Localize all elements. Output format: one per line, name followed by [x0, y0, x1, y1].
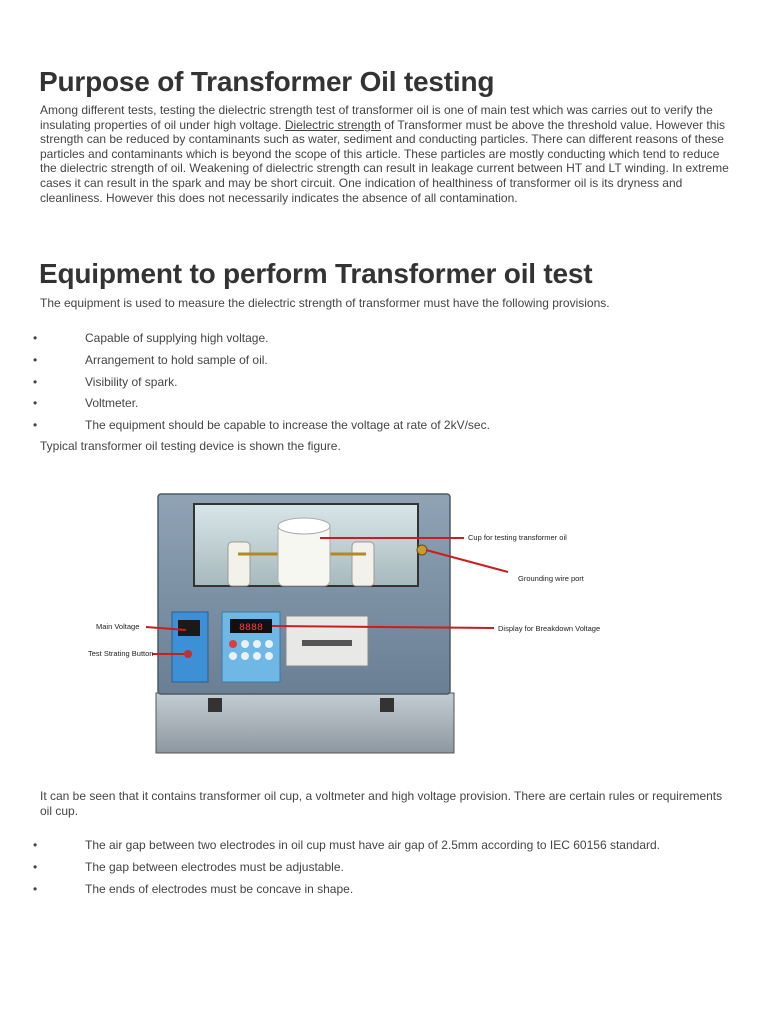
keypad-button — [229, 640, 237, 648]
list-item: • Capable of supplying high voltage. — [33, 331, 269, 345]
list-item: • The air gap between two electrodes in oil cup must have air gap of 2.5mm according to IEC 60156 standard. — [33, 838, 660, 852]
test-start-button — [184, 650, 192, 658]
section-title-equipment: Equipment to perform Transformer oil test — [39, 258, 593, 289]
label-test-button: Test Strating Button — [88, 649, 154, 658]
bullet-icon: • — [33, 374, 38, 389]
display-readout: 8888 — [238, 623, 264, 634]
label-grounding: Grounding wire port — [518, 574, 584, 583]
keypad-button — [265, 652, 273, 660]
label-main-voltage: Main Voltage — [96, 622, 140, 631]
oil-cup-requirements-list — [0, 838, 740, 903]
label-display: Display for Breakdown Voltage — [498, 624, 601, 633]
equipment-intro: The equipment is used to measure the dielectric strength of transformer must have the following provisions. — [40, 296, 610, 310]
figure-caption: Typical transformer oil testing device is shown the figure. — [40, 439, 341, 453]
electrode-right — [352, 542, 374, 586]
list-item: • Voltmeter. — [33, 396, 139, 411]
printer-slot — [302, 640, 352, 646]
keypad-button — [253, 640, 261, 648]
purpose-paragraph — [40, 103, 730, 205]
device-base — [156, 693, 454, 753]
keypad-button — [265, 640, 273, 648]
equipment-provisions-list — [0, 331, 740, 440]
oil-tester-figure — [88, 488, 688, 760]
bullet-icon: • — [33, 838, 38, 852]
list-item: • Visibility of spark. — [33, 374, 178, 389]
bullet-icon: • — [33, 352, 38, 367]
keypad-button — [241, 652, 249, 660]
list-item: • The equipment should be capable to increase the voltage at rate of 2kV/sec. — [33, 418, 490, 433]
grounding-port — [417, 545, 427, 555]
keypad-button — [241, 640, 249, 648]
bullet-icon: • — [33, 881, 38, 896]
list-item: • The ends of electrodes must be concave in shape. — [33, 881, 354, 896]
dielectric-strength-link[interactable]: Dielectric strength — [284, 117, 381, 132]
power-socket — [178, 620, 200, 636]
bullet-icon: • — [33, 859, 38, 874]
latch-left — [208, 698, 222, 712]
purpose-text-2: of Transformer must be above the threshold value. However this strength can be reduced by contaminants such as water, sediment and conducting particles. There can different reasons of these particles and contaminants which is beyond the scope of this article. These particles are mostly conducting which tend to reduce the dielectric strength of oil. Weakening of dielectric strength can result in leakage current between HT and LT winding. In extreme cases it can result in the spark and may be short circuit. One indication of healthiness of transformer oil is its dryness and cleanliness. However this does not necessarily indicates the absence of all contamination. — [40, 117, 729, 205]
bullet-icon: • — [33, 396, 38, 411]
list-item: • Arrangement to hold sample of oil. — [33, 352, 268, 367]
keypad-button — [253, 652, 261, 660]
oil-cup-paragraph: It can be seen that it contains transformer oil cup, a voltmeter and high voltage provision. There are certain rules or requirements oil cup. — [40, 789, 723, 818]
purpose-text-1: Among different tests, testing the dielectric strength test of transformer oil is one of main test which was carries out to verify the insulating properties of oil under high voltage. — [40, 103, 713, 132]
label-cup: Cup for testing transformer oil — [468, 533, 567, 542]
keypad-button — [229, 652, 237, 660]
oil-cup-rim — [278, 518, 330, 534]
list-item: • The gap between electrodes must be adjustable. — [33, 859, 344, 874]
bullet-icon: • — [33, 418, 38, 433]
electrode-left — [228, 542, 250, 586]
latch-right — [380, 698, 394, 712]
section-title-purpose: Purpose of Transformer Oil testing — [39, 66, 495, 97]
bullet-icon: • — [33, 331, 38, 345]
